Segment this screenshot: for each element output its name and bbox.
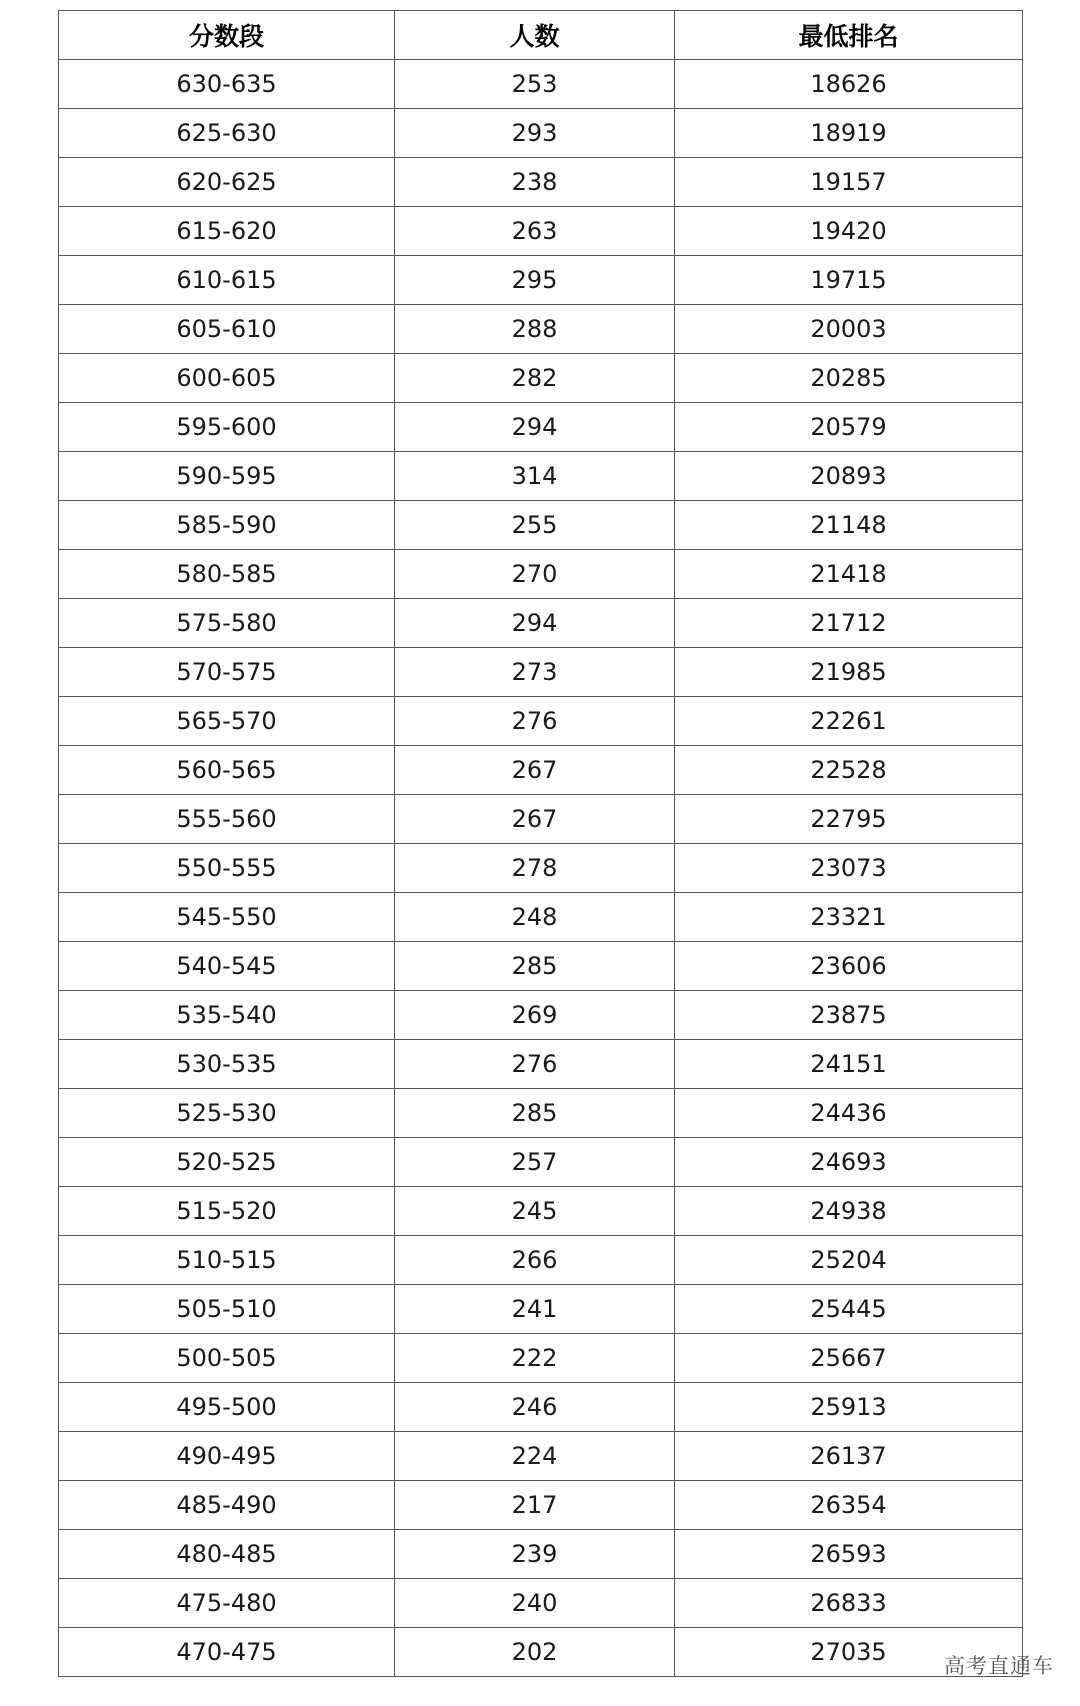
cell-count: 255 (395, 501, 675, 550)
cell-lowest-rank: 25445 (675, 1285, 1023, 1334)
table-row (59, 1285, 1023, 1334)
table-row (59, 991, 1023, 1040)
table-row (59, 207, 1023, 256)
cell-lowest-rank: 26593 (675, 1530, 1023, 1579)
table-row (59, 599, 1023, 648)
cell-count: 282 (395, 354, 675, 403)
cell-lowest-rank: 18626 (675, 60, 1023, 109)
cell-lowest-rank: 20579 (675, 403, 1023, 452)
header-count: 人数 (395, 11, 675, 60)
cell-count: 224 (395, 1432, 675, 1481)
cell-score-range: 475-480 (59, 1579, 395, 1628)
cell-lowest-rank: 24151 (675, 1040, 1023, 1089)
cell-lowest-rank: 26354 (675, 1481, 1023, 1530)
cell-count: 295 (395, 256, 675, 305)
cell-lowest-rank: 21712 (675, 599, 1023, 648)
watermark-text: 高考直通车 (944, 1654, 1054, 1678)
table-row (59, 697, 1023, 746)
cell-lowest-rank: 23606 (675, 942, 1023, 991)
cell-lowest-rank: 19715 (675, 256, 1023, 305)
cell-lowest-rank: 18919 (675, 109, 1023, 158)
cell-count: 270 (395, 550, 675, 599)
cell-lowest-rank: 21985 (675, 648, 1023, 697)
cell-lowest-rank: 21148 (675, 501, 1023, 550)
table-row (59, 403, 1023, 452)
cell-count: 217 (395, 1481, 675, 1530)
cell-lowest-rank: 20003 (675, 305, 1023, 354)
cell-count: 248 (395, 893, 675, 942)
cell-lowest-rank: 20285 (675, 354, 1023, 403)
cell-score-range: 570-575 (59, 648, 395, 697)
cell-count: 253 (395, 60, 675, 109)
cell-count: 239 (395, 1530, 675, 1579)
table-row (59, 452, 1023, 501)
table-row (59, 1628, 1023, 1677)
cell-score-range: 565-570 (59, 697, 395, 746)
cell-score-range: 625-630 (59, 109, 395, 158)
cell-lowest-rank: 26833 (675, 1579, 1023, 1628)
cell-count: 285 (395, 942, 675, 991)
header-row (59, 11, 1023, 60)
cell-lowest-rank: 25204 (675, 1236, 1023, 1285)
cell-count: 288 (395, 305, 675, 354)
cell-score-range: 580-585 (59, 550, 395, 599)
cell-lowest-rank: 26137 (675, 1432, 1023, 1481)
cell-score-range: 525-530 (59, 1089, 395, 1138)
cell-count: 278 (395, 844, 675, 893)
header-score-range: 分数段 (59, 11, 395, 60)
table-body (59, 60, 1023, 1677)
cell-lowest-rank: 25913 (675, 1383, 1023, 1432)
table-row (59, 1236, 1023, 1285)
cell-score-range: 500-505 (59, 1334, 395, 1383)
table-row (59, 60, 1023, 109)
cell-count: 267 (395, 746, 675, 795)
cell-count: 314 (395, 452, 675, 501)
cell-count: 285 (395, 1089, 675, 1138)
cell-score-range: 600-605 (59, 354, 395, 403)
table-row (59, 844, 1023, 893)
table-row (59, 256, 1023, 305)
table-row (59, 1579, 1023, 1628)
cell-score-range: 545-550 (59, 893, 395, 942)
cell-score-range: 560-565 (59, 746, 395, 795)
cell-score-range: 510-515 (59, 1236, 395, 1285)
table-row (59, 1432, 1023, 1481)
cell-lowest-rank: 23875 (675, 991, 1023, 1040)
table-row (59, 1040, 1023, 1089)
cell-lowest-rank: 23073 (675, 844, 1023, 893)
table-row (59, 109, 1023, 158)
table-row (59, 795, 1023, 844)
cell-count: 241 (395, 1285, 675, 1334)
cell-lowest-rank: 24693 (675, 1138, 1023, 1187)
cell-score-range: 515-520 (59, 1187, 395, 1236)
cell-score-range: 620-625 (59, 158, 395, 207)
cell-lowest-rank: 19420 (675, 207, 1023, 256)
cell-score-range: 540-545 (59, 942, 395, 991)
table-row (59, 746, 1023, 795)
cell-score-range: 505-510 (59, 1285, 395, 1334)
table-row (59, 893, 1023, 942)
cell-score-range: 605-610 (59, 305, 395, 354)
cell-score-range: 480-485 (59, 1530, 395, 1579)
cell-score-range: 495-500 (59, 1383, 395, 1432)
cell-score-range: 485-490 (59, 1481, 395, 1530)
table-row (59, 305, 1023, 354)
cell-lowest-rank: 22261 (675, 697, 1023, 746)
cell-score-range: 585-590 (59, 501, 395, 550)
cell-score-range: 575-580 (59, 599, 395, 648)
cell-count: 293 (395, 109, 675, 158)
cell-score-range: 550-555 (59, 844, 395, 893)
cell-count: 294 (395, 599, 675, 648)
cell-score-range: 520-525 (59, 1138, 395, 1187)
cell-score-range: 555-560 (59, 795, 395, 844)
table-row (59, 1481, 1023, 1530)
cell-count: 269 (395, 991, 675, 1040)
cell-score-range: 610-615 (59, 256, 395, 305)
header-lowest-rank: 最低排名 (675, 11, 1023, 60)
table-header (59, 11, 1023, 60)
score-distribution-table (58, 10, 1023, 1677)
cell-lowest-rank: 22528 (675, 746, 1023, 795)
cell-score-range: 490-495 (59, 1432, 395, 1481)
cell-lowest-rank: 21418 (675, 550, 1023, 599)
cell-lowest-rank: 19157 (675, 158, 1023, 207)
cell-count: 240 (395, 1579, 675, 1628)
cell-lowest-rank: 27035 (675, 1628, 1023, 1677)
cell-count: 266 (395, 1236, 675, 1285)
cell-lowest-rank: 23321 (675, 893, 1023, 942)
cell-score-range: 615-620 (59, 207, 395, 256)
table-row (59, 501, 1023, 550)
cell-count: 263 (395, 207, 675, 256)
table-row (59, 1383, 1023, 1432)
cell-count: 238 (395, 158, 675, 207)
table-row (59, 1530, 1023, 1579)
cell-score-range: 595-600 (59, 403, 395, 452)
table-row (59, 942, 1023, 991)
cell-score-range: 530-535 (59, 1040, 395, 1089)
cell-score-range: 590-595 (59, 452, 395, 501)
table-row (59, 550, 1023, 599)
cell-score-range: 630-635 (59, 60, 395, 109)
table-row (59, 1334, 1023, 1383)
cell-count: 294 (395, 403, 675, 452)
cell-count: 245 (395, 1187, 675, 1236)
cell-count: 202 (395, 1628, 675, 1677)
table-row (59, 158, 1023, 207)
table-row (59, 648, 1023, 697)
cell-count: 273 (395, 648, 675, 697)
cell-count: 246 (395, 1383, 675, 1432)
cell-count: 257 (395, 1138, 675, 1187)
cell-count: 222 (395, 1334, 675, 1383)
table-row (59, 1187, 1023, 1236)
cell-lowest-rank: 24938 (675, 1187, 1023, 1236)
cell-lowest-rank: 24436 (675, 1089, 1023, 1138)
table-row (59, 1089, 1023, 1138)
table-row (59, 1138, 1023, 1187)
cell-score-range: 535-540 (59, 991, 395, 1040)
cell-count: 276 (395, 1040, 675, 1089)
cell-count: 276 (395, 697, 675, 746)
cell-count: 267 (395, 795, 675, 844)
cell-lowest-rank: 25667 (675, 1334, 1023, 1383)
table-row (59, 354, 1023, 403)
cell-lowest-rank: 20893 (675, 452, 1023, 501)
cell-lowest-rank: 22795 (675, 795, 1023, 844)
cell-score-range: 470-475 (59, 1628, 395, 1677)
